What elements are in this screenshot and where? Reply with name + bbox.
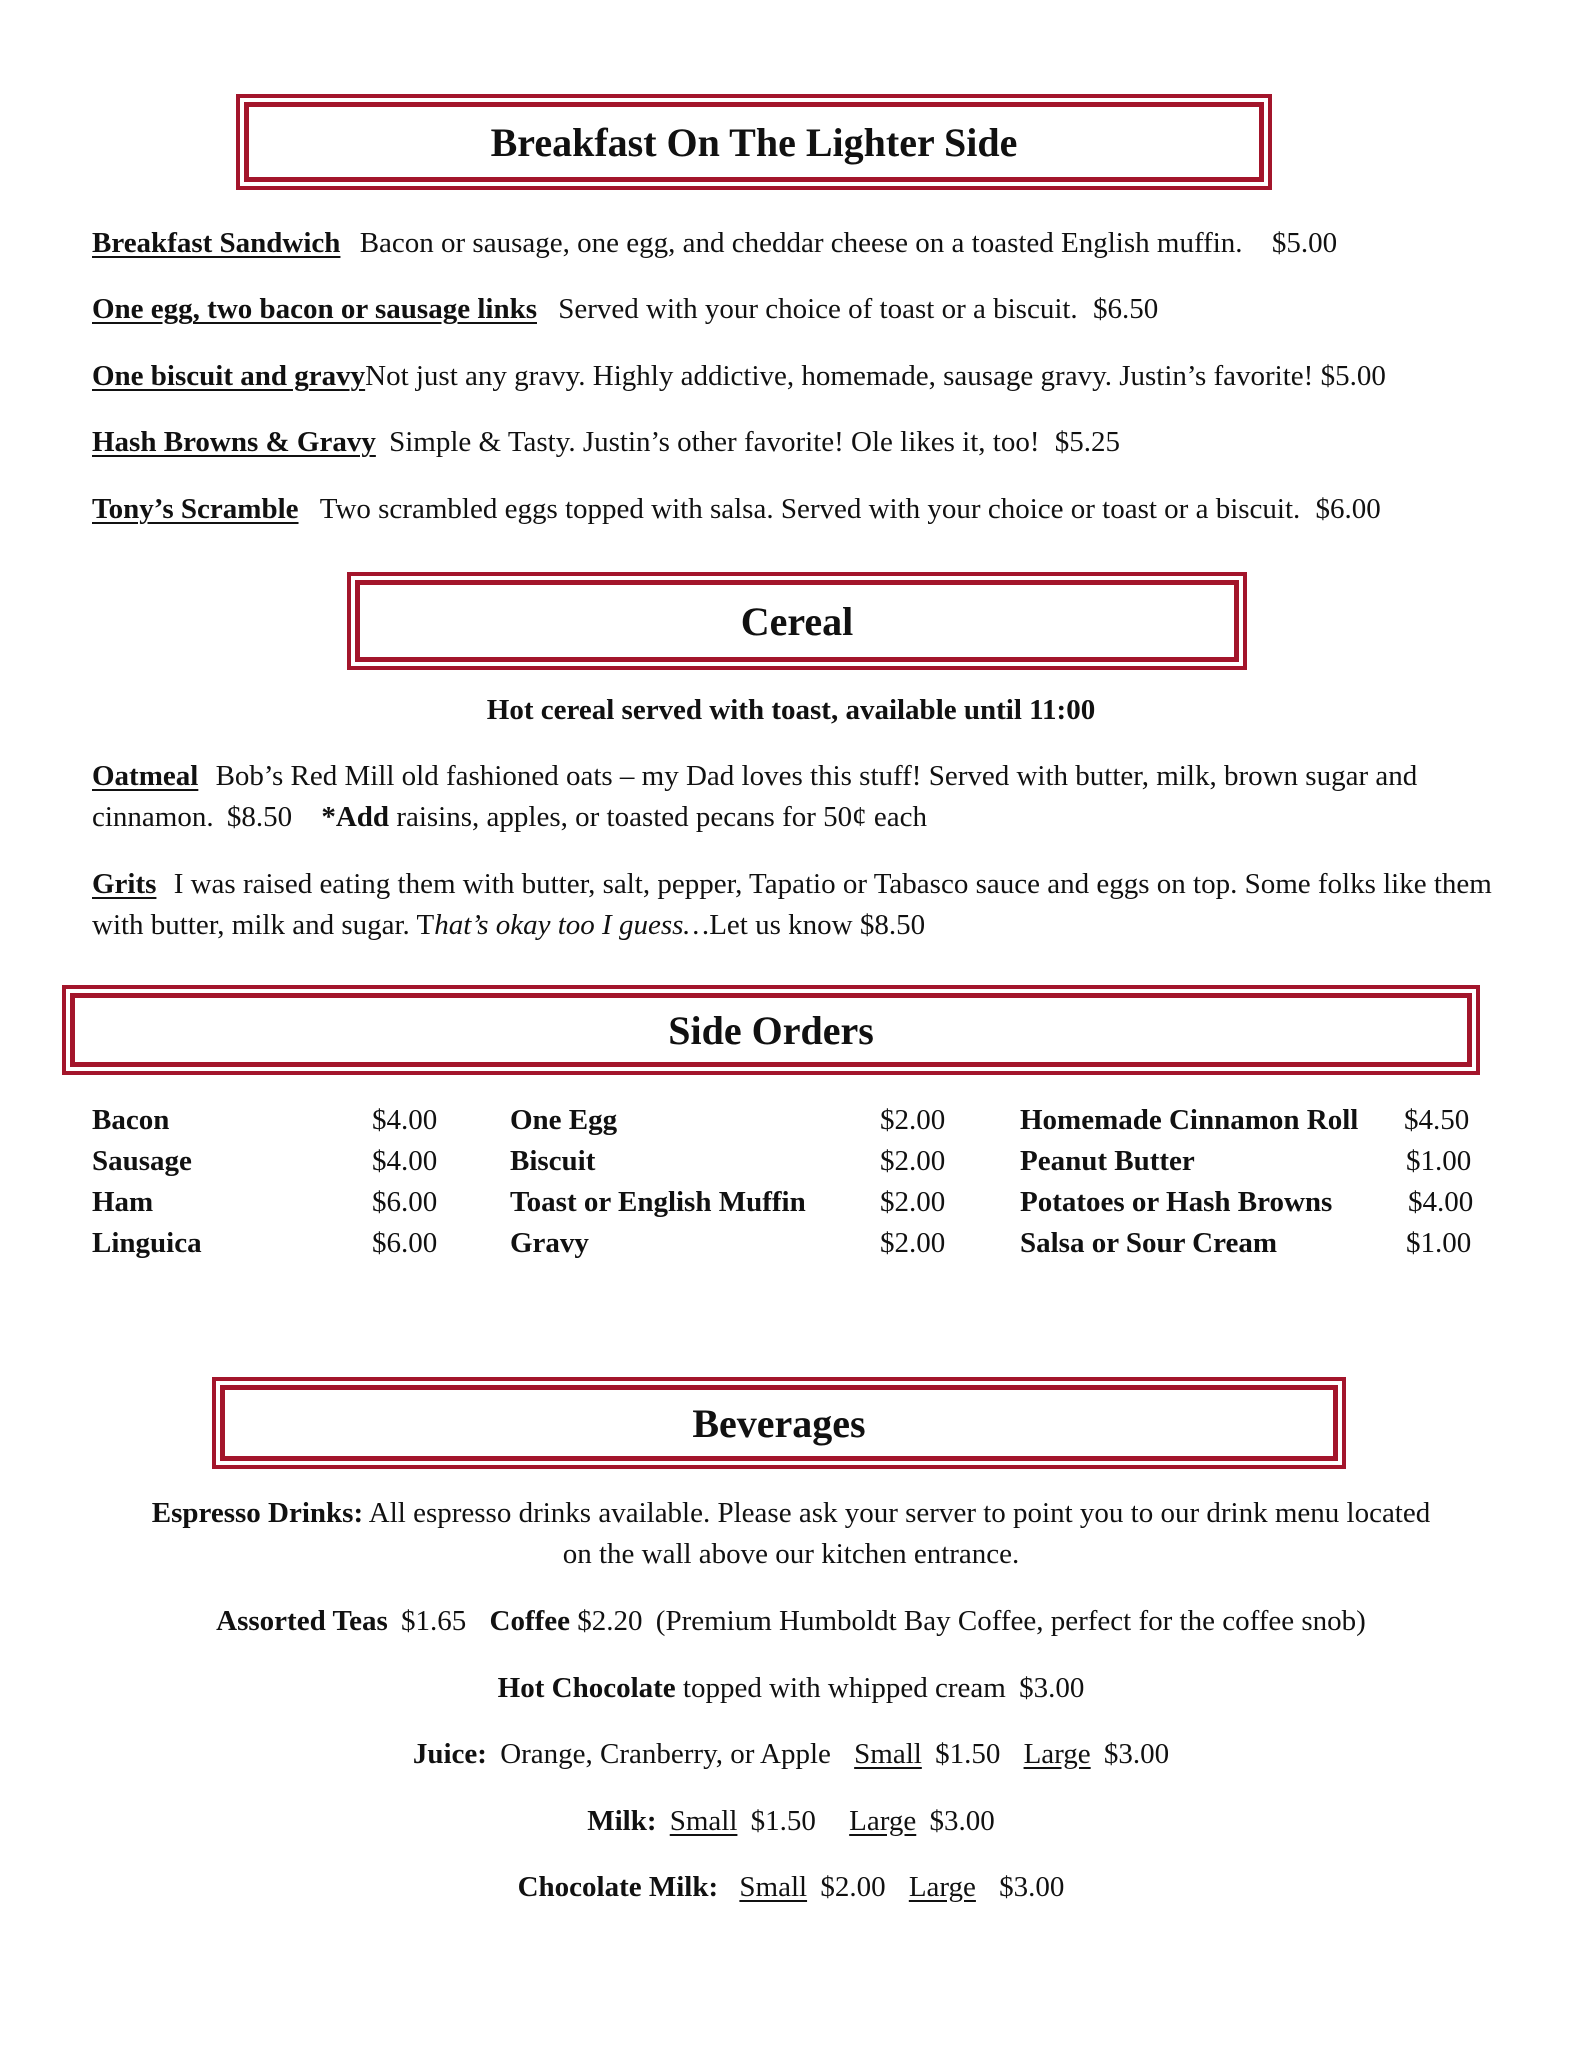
- teas-price: $1.65: [401, 1605, 467, 1637]
- item-desc: Two scrambled eggs topped with salsa. Served with your choice or toast or a biscuit.: [319, 493, 1301, 525]
- side-price: $4.00: [372, 1104, 438, 1136]
- sides-column-1: [92, 1100, 452, 1264]
- item-desc: Bacon or sausage, one egg, and cheddar cheese on a toasted English muffin.: [359, 227, 1243, 259]
- breakfast-title: Breakfast On The Lighter Side: [244, 102, 1264, 182]
- item-aside: hat’s okay too I guess…: [434, 909, 710, 941]
- side-price: $1.00: [1406, 1145, 1472, 1177]
- side-item: Bacon: [92, 1104, 170, 1136]
- juice-small-price: $1.50: [935, 1738, 1001, 1770]
- side-price: $2.00: [880, 1145, 946, 1177]
- side-price: $4.00: [1408, 1186, 1474, 1218]
- chocmilk-label: Chocolate Milk:: [517, 1871, 719, 1903]
- item-desc: Served with your choice of toast or a biscuit.: [558, 293, 1078, 325]
- sides-column-3: [1020, 1100, 1500, 1264]
- item-desc: I was raised eating them with butter, salt, pepper, Tapatio or Tabasco sauce and eggs on top. Some folks like them with butter, milk and sugar. T: [92, 868, 1492, 941]
- side-item: Biscuit: [510, 1145, 596, 1177]
- side-item: Ham: [92, 1186, 154, 1218]
- breakfast-item: [92, 359, 1386, 394]
- espresso-label: Espresso Drinks:: [151, 1497, 364, 1529]
- chocolate-milk-line: [0, 1871, 1582, 1904]
- sides-banner: [62, 985, 1480, 1075]
- side-price: $4.50: [1404, 1104, 1470, 1136]
- milk-large-price: $3.00: [929, 1805, 995, 1837]
- sides-title: Side Orders: [70, 993, 1472, 1067]
- chocmilk-small-label: Small: [739, 1871, 808, 1903]
- side-row: [92, 1100, 452, 1141]
- breakfast-banner: [236, 94, 1272, 190]
- side-price: $6.00: [372, 1227, 438, 1259]
- side-row: [1020, 1223, 1500, 1264]
- add-text: raisins, apples, or toasted pecans for 50¢ each: [396, 801, 927, 833]
- juice-small-label: Small: [854, 1738, 922, 1770]
- item-name: Breakfast Sandwich: [92, 227, 341, 259]
- coffee-label: Coffee: [489, 1605, 571, 1637]
- cereal-title: Cereal: [355, 580, 1239, 662]
- item-price: $6.50: [1092, 293, 1159, 325]
- milk-small-price: $1.50: [750, 1805, 816, 1837]
- espresso-line-1: [0, 1497, 1582, 1530]
- side-price: $2.00: [880, 1227, 946, 1259]
- espresso-line-2: on the wall above our kitchen entrance.: [562, 1538, 1020, 1570]
- sides-column-2: [510, 1100, 960, 1264]
- side-item: Sausage: [92, 1145, 192, 1177]
- breakfast-item: [92, 226, 1337, 261]
- side-row: [510, 1223, 960, 1264]
- add-label: *Add: [321, 801, 390, 833]
- chocmilk-small-price: $2.00: [820, 1871, 886, 1903]
- side-item: Gravy: [510, 1227, 589, 1259]
- item-price: $5.25: [1054, 426, 1120, 458]
- grits-item: [92, 864, 1492, 946]
- milk-small-label: Small: [669, 1805, 738, 1837]
- side-item: Toast or English Muffin: [510, 1186, 806, 1218]
- side-price: $6.00: [372, 1186, 438, 1218]
- beverages-banner: [212, 1377, 1346, 1469]
- beverages-title: Beverages: [220, 1385, 1338, 1461]
- hot-chocolate-line: [0, 1672, 1582, 1705]
- side-row: [510, 1141, 960, 1182]
- milk-line: [0, 1805, 1582, 1838]
- teas-label: Assorted Teas: [216, 1605, 388, 1637]
- side-row: [92, 1141, 452, 1182]
- side-item: Peanut Butter: [1020, 1145, 1195, 1177]
- side-item: Potatoes or Hash Browns: [1020, 1186, 1333, 1218]
- item-desc: Not just any gravy. Highly addictive, homemade, sausage gravy. Justin’s favorite!: [365, 360, 1314, 392]
- milk-label: Milk:: [587, 1805, 657, 1837]
- side-item: Homemade Cinnamon Roll: [1020, 1104, 1359, 1136]
- side-price: $2.00: [880, 1104, 946, 1136]
- item-price: $6.00: [1315, 493, 1381, 525]
- juice-large-price: $3.00: [1103, 1738, 1170, 1770]
- milk-large-label: Large: [849, 1805, 917, 1837]
- coffee-note: (Premium Humboldt Bay Coffee, perfect for the coffee snob): [655, 1605, 1366, 1637]
- side-item: Linguica: [92, 1227, 202, 1259]
- side-price: $4.00: [372, 1145, 438, 1177]
- item-price: $5.00: [1320, 360, 1386, 392]
- item-name: One biscuit and gravy: [92, 360, 366, 392]
- side-price: $1.00: [1406, 1227, 1472, 1259]
- hotchoc-label: Hot Chocolate: [497, 1672, 676, 1704]
- juice-large-label: Large: [1023, 1738, 1091, 1770]
- side-item: One Egg: [510, 1104, 618, 1136]
- side-row: [1020, 1182, 1500, 1223]
- item-name: Hash Browns & Gravy: [92, 426, 376, 458]
- item-name: One egg, two bacon or sausage links: [92, 293, 537, 325]
- side-row: [92, 1223, 452, 1264]
- item-name: Oatmeal: [92, 760, 199, 792]
- tea-coffee-line: [0, 1605, 1582, 1638]
- cereal-banner: [347, 572, 1247, 670]
- item-name: Tony’s Scramble: [92, 493, 299, 525]
- side-row: [510, 1182, 960, 1223]
- side-item: Salsa or Sour Cream: [1020, 1227, 1277, 1259]
- item-price: $5.00: [1271, 227, 1338, 259]
- side-row: [92, 1182, 452, 1223]
- item-tail: Let us know $8.50: [709, 909, 926, 941]
- chocmilk-large-label: Large: [908, 1871, 976, 1903]
- breakfast-item: [92, 492, 1381, 527]
- item-price: $8.50: [226, 801, 293, 833]
- juice-line: [0, 1738, 1582, 1771]
- chocmilk-large-price: $3.00: [999, 1871, 1065, 1903]
- espresso-desc: All espresso drinks available. Please ask your server to point you to our drink menu located: [368, 1497, 1431, 1529]
- side-row: [1020, 1141, 1500, 1182]
- side-price: $2.00: [880, 1186, 946, 1218]
- breakfast-item: [92, 292, 1158, 327]
- juice-label: Juice:: [412, 1738, 487, 1770]
- juice-desc: Orange, Cranberry, or Apple: [500, 1738, 831, 1770]
- side-row: [1020, 1100, 1500, 1141]
- hotchoc-desc: topped with whipped cream: [682, 1672, 1006, 1704]
- oatmeal-item: [92, 756, 1492, 838]
- item-name: Grits: [92, 868, 157, 900]
- breakfast-item: [92, 425, 1120, 460]
- item-desc: Simple & Tasty. Justin’s other favorite! Ole likes it, too!: [389, 426, 1040, 458]
- item-desc: Bob’s Red Mill old fashioned oats – my Dad loves this stuff! Served with butter, milk, brown sugar and cinnamon.: [92, 760, 1418, 833]
- side-row: [510, 1100, 960, 1141]
- coffee-price: $2.20: [577, 1605, 643, 1637]
- cereal-subtitle: Hot cereal served with toast, available until 11:00: [486, 694, 1096, 726]
- hotchoc-price: $3.00: [1019, 1672, 1085, 1704]
